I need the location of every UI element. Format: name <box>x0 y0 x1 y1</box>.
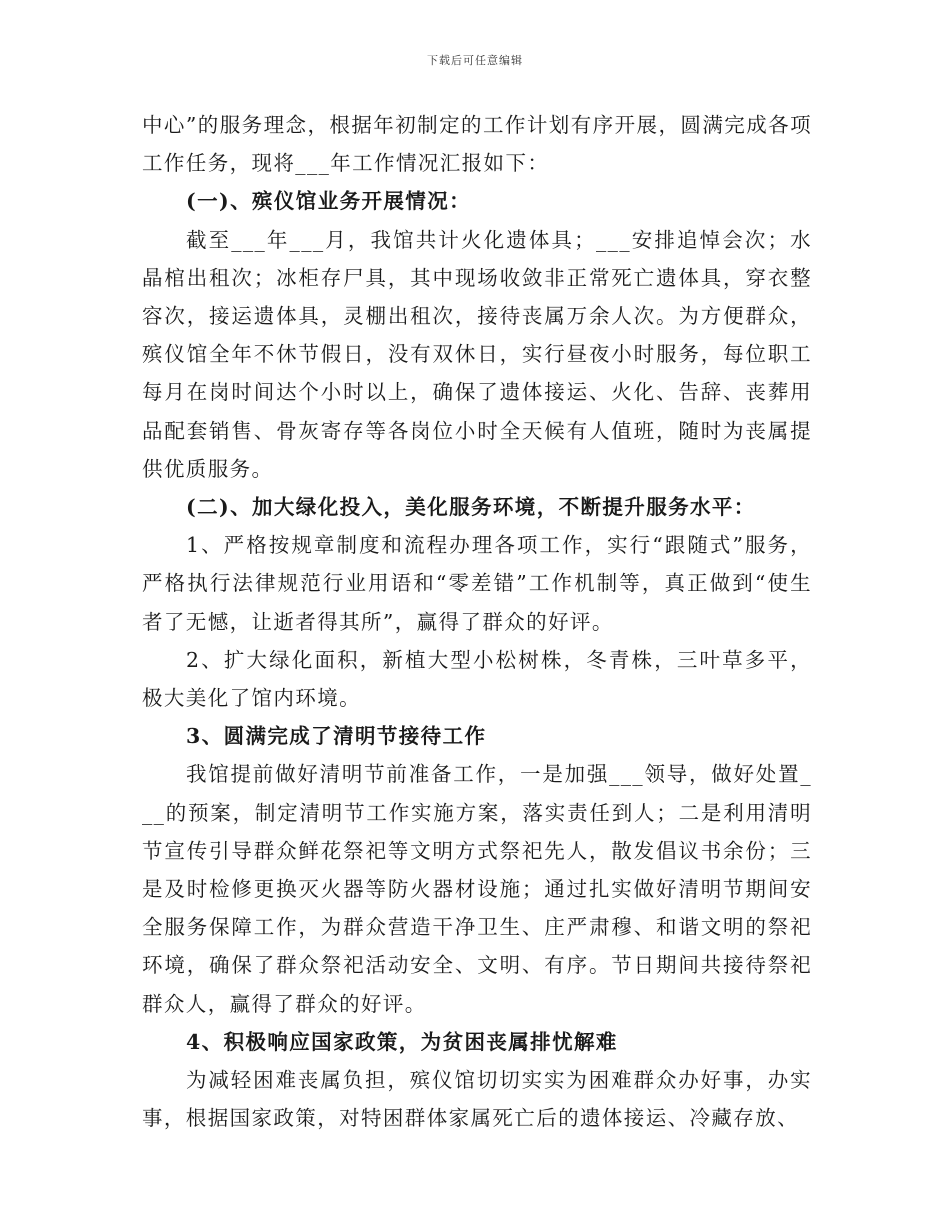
section-heading-2: (二)、加大绿化投入，美化服务环境，不断提升服务水平： <box>186 495 756 520</box>
paragraph-item-1: 1、严格按规章制度和流程办理各项工作，实行“跟随式”服务，严格执行法律规范行业用语和“零差错”工作机制等，真正做到“使生者了无憾，让逝者得其所”，赢得了群众的好评。 <box>142 533 812 634</box>
document-body <box>142 106 812 1137</box>
section-heading-1: (一)、殡仪馆业务开展情况： <box>186 189 471 214</box>
paragraph-policy: 为减轻困难丧属负担，殡仪馆切切实实为困难群众办好事，办实事，根据国家政策，对特困群体家属死亡后的遗体接运、冷藏存放、 <box>142 1068 812 1131</box>
paragraph-qingming: 我馆提前做好清明节前准备工作，一是加强___领导，做好处置___的预案，制定清明节工作实施方案，落实责任到人；二是利用清明节宣传引导群众鲜花祭祀等文明方式祭祀先人，散发倡议书余份；三是及时检修更换灭火器等防火器材设施；通过扎实做好清明节期间安全服务保障工作，为群众营造干净卫生、庄严肃穆、和谐文明的祭祀环境，确保了群众祭祀活动安全、文明、有序。节日期间共接待祭祀群众人，赢得了群众的好评。 <box>142 762 812 1016</box>
section-heading-4: 4、积极响应国家政策，为贫困丧属排忧解难 <box>186 1029 618 1054</box>
section-heading-3: 3、圆满完成了清明节接待工作 <box>186 724 487 749</box>
paragraph-business-stats: 截至___年___月，我馆共计火化遗体具；___安排追悼会次；水晶棺出租次；冰柜存尸具，其中现场收敛非正常死亡遗体具，穿衣整容次，接运遗体具，灵棚出租次，接待丧属万余人次。为方便群众，殡仪馆全年不休节假日，没有双休日，实行昼夜小时服务，每位职工每月在岗时间达个小时以上，确保了遗体接运、火化、告辞、丧葬用品配套销售、骨灰寄存等各岗位小时全天候有人值班，随时为丧属提供优质服务。 <box>142 227 812 481</box>
paragraph-intro: 中心”的服务理念，根据年初制定的工作计划有序开展，圆满完成各项工作任务，现将___年工作情况汇报如下： <box>142 113 812 176</box>
paragraph-item-2: 2、扩大绿化面积，新植大型小松树株，冬青株，三叶草多平，极大美化了馆内环境。 <box>142 647 812 711</box>
page-header: 下载后可任意编辑 <box>427 54 523 67</box>
